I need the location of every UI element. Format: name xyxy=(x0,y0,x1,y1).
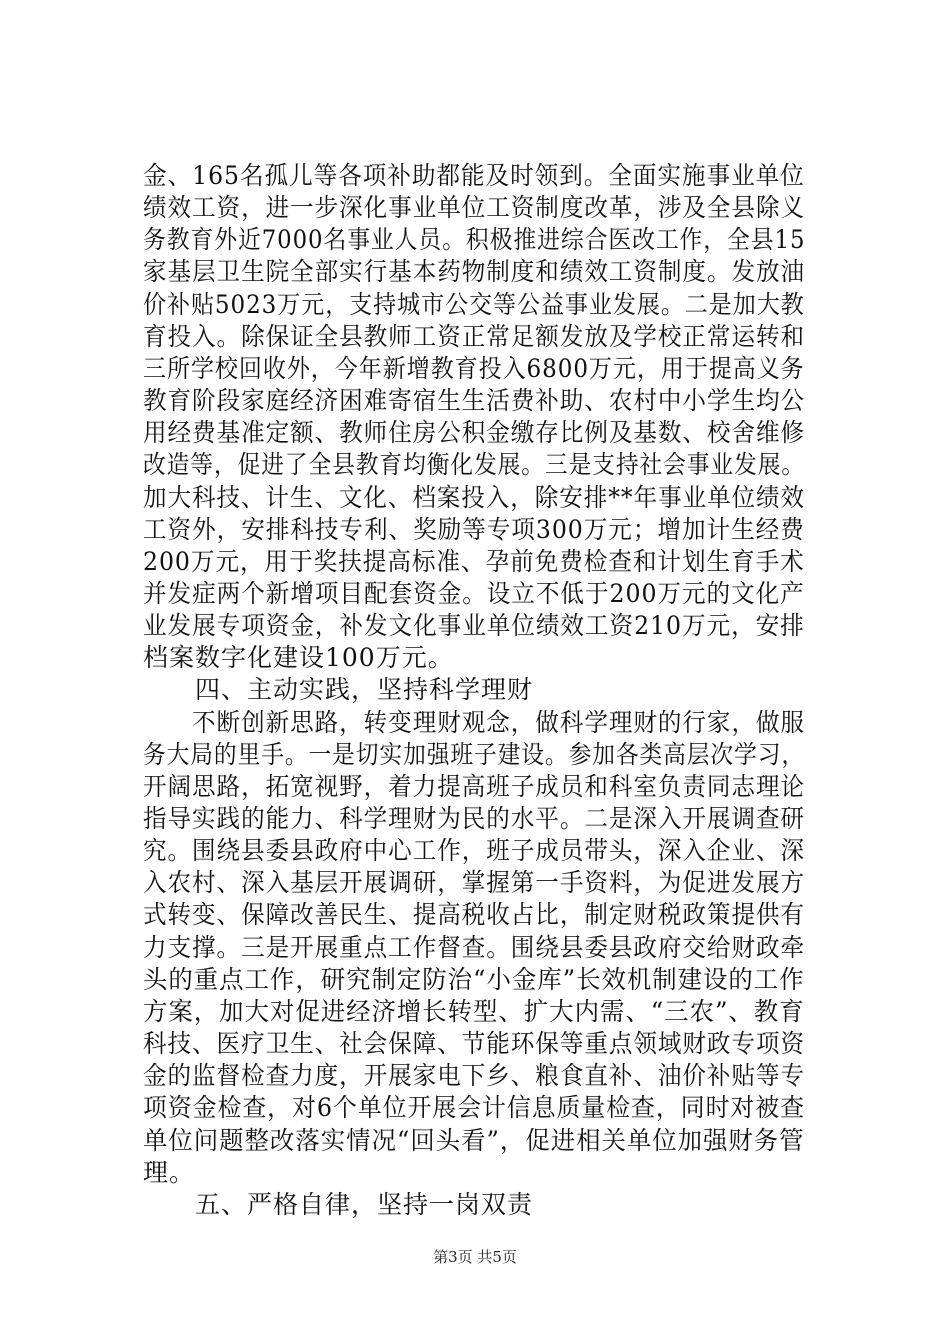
text-line: 工资外，安排科技专利、奖励等专项300万元；增加计生经费 xyxy=(143,514,805,544)
text-line: 三所学校回收外，今年新增教育投入6800万元，用于提高义务 xyxy=(143,353,805,383)
text-line: 单位问题整改落实情况“回头看”，促进相关单位加强财务管 xyxy=(143,1125,805,1155)
text-line: 加大科技、计生、文化、档案投入，除安排**年事业单位绩效 xyxy=(143,482,806,512)
text-line: 指导实践的能力、科学理财为民的水平。二是深入开展调查研 xyxy=(143,804,806,833)
text-line: 四、主动实践，坚持科学理财 xyxy=(143,675,534,705)
text-line: 入农村、深入基层开展调研，掌握第一手资料，为促进发展方 xyxy=(143,868,806,898)
text-line: 教育阶段家庭经济困难寄宿生生活费补助、农村中小学生均公 xyxy=(143,386,806,416)
text-line: 价补贴5023万元，支持城市公交等公益事业发展。二是加大教 xyxy=(143,289,805,319)
text-line: 究。围绕县委县政府中心工作，班子成员带头，深入企业、深 xyxy=(143,836,806,866)
text-line: 业发展专项资金，补发文化事业单位绩效工资210万元，安排 xyxy=(143,611,805,641)
text-line: 开阔思路，拓宽视野，着力提高班子成员和科室负责同志理论 xyxy=(143,771,806,801)
text-line: 并发症两个新增项目配套资金。设立不低于200万元的文化产 xyxy=(143,578,805,608)
text-line: 用经费基准定额、教师住房公积金缴存比例及基数、校舍维修 xyxy=(143,418,806,448)
text-line: 力支撑。三是开展重点工作督查。围绕县委县政府交给财政牵 xyxy=(143,932,806,962)
text-line: 科技、医疗卫生、社会保障、节能环保等重点领域财政专项资 xyxy=(143,1029,806,1059)
text-line: 家基层卫生院全部实行基本药物制度和绩效工资制度。发放油 xyxy=(143,257,806,287)
text-line: 绩效工资，进一步深化事业单位工资制度改革，涉及全县除义 xyxy=(143,193,806,223)
text-line: 五、严格自律，坚持一岗双责 xyxy=(143,1189,534,1219)
text-line: 理。 xyxy=(143,1157,196,1187)
page-footer: 第3页 共5页 xyxy=(433,1248,517,1266)
text-line: 200万元，用于奖扶提高标准、孕前免费检查和计划生育手术 xyxy=(143,546,805,576)
text-line: 金、165名孤儿等各项补助都能及时领到。全面实施事业单位 xyxy=(143,161,805,190)
text-line: 不断创新思路，转变理财观念，做科学理财的行家，做服 xyxy=(143,707,806,737)
text-line: 务大局的里手。一是切实加强班子建设。参加各类高层次学习， xyxy=(143,739,806,769)
text-line: 务教育外近7000名事业人员。积极推进综合医改工作，全县15 xyxy=(143,225,806,255)
text-line: 方案，加大对促进经济增长转型、扩大内需、“三农”、教育 xyxy=(143,996,805,1026)
text-line: 式转变、保障改善民生、提高税收占比，制定财税政策提供有 xyxy=(143,900,806,930)
text-line: 头的重点工作，研究制定防治“小金库”长效机制建设的工作 xyxy=(143,964,805,994)
text-line: 改造等，促进了全县教育均衡化发展。三是支持社会事业发展。 xyxy=(143,450,806,480)
text-line: 档案数字化建设100万元。 xyxy=(143,643,454,673)
text-line: 育投入。除保证全县教师工资正常足额发放及学校正常运转和 xyxy=(143,321,806,351)
text-line: 金的监督检查力度，开展家电下乡、粮食直补、油价补贴等专 xyxy=(143,1061,806,1091)
text-line: 项资金检查，对6个单位开展会计信息质量检查，同时对被查 xyxy=(143,1093,805,1123)
